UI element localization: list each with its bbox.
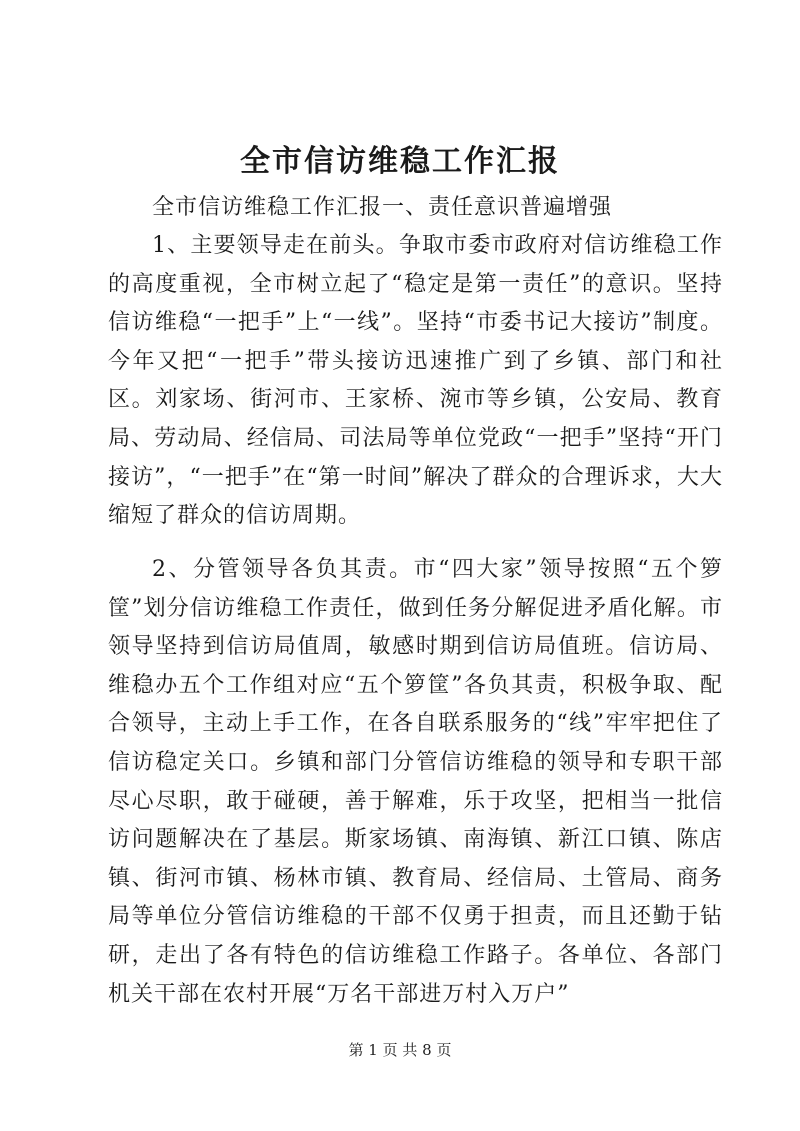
paragraph-text: 2、分管领导各负其责。市“四大家”领导按照“五个箩筐”划分信访维稳工作责任，做到任务分解促进矛盾化解。市领导坚持到信访局值周，敏感时期到信访局值班。信访局、维稳办五个工作组对应“五个箩筐”各负其责，积极争取、配合领导，主动上手工作，在各自联系服务的“线”牢牢把住了信访稳定关口。乡镇和部门分管信访维稳的领导和专职干部尽心尽职，敢于碰硬，善于解难，乐于攻坚，把相当一批信访问题解决在了基层。斯家场镇、南海镇、新江口镇、陈店镇、街河市镇、杨林市镇、教育局、经信局、土管局、商务局等单位分管信访维稳的干部不仅勇于担责，而且还勤于钻研，走出了各有特色的信访维稳工作路子。各单位、各部门机关干部在农村开展“万名干部进万村入万户”: [108, 557, 723, 1007]
paragraph-text: 1、主要领导走在前头。争取市委市政府对信访维稳工作的高度重视，全市树立起了“稳定是第一责任”的意识。坚持信访维稳“一把手”上“一线”。坚持“市委书记大接访”制度。今年又把“一把手”带头接访迅速推广到了乡镇、部门和社区。刘家场、街河市、王家桥、涴市等乡镇，公安局、教育局、劳动局、经信局、司法局等单位党政“一把手”坚持“开门接访”，“一把手”在“第一时间”解决了群众的合理诉求，大大缩短了群众的信访周期。: [108, 233, 723, 529]
page-footer: 第 1 页 共 8 页: [348, 1041, 452, 1059]
paragraph-1: [108, 227, 723, 536]
paragraph-2: [108, 551, 723, 1014]
document-title: 全市信访维稳工作汇报: [240, 144, 560, 179]
document-subtitle: 全市信访维稳工作汇报一、责任意识普遍增强: [152, 195, 613, 220]
